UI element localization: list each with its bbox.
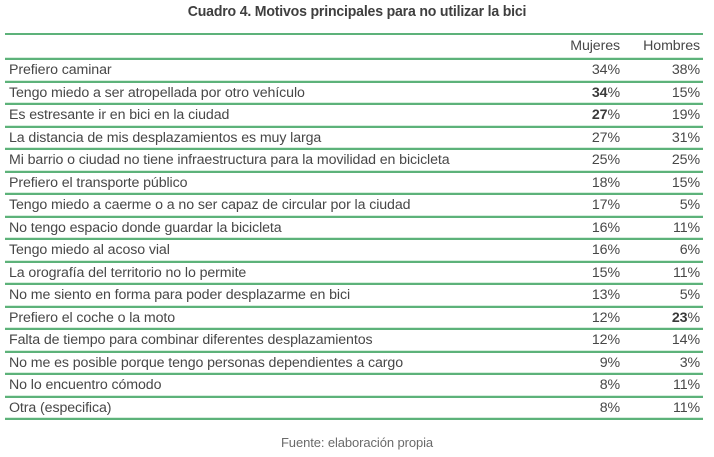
value-number: 8: [599, 377, 608, 393]
table-row: [5, 262, 703, 285]
value-number: 12: [591, 332, 608, 348]
table-row: [5, 149, 703, 172]
value-hombres: [620, 239, 703, 262]
value-mujeres: [530, 284, 620, 307]
percent-sign: %: [687, 62, 700, 78]
value-number: 38: [671, 62, 688, 78]
percent-sign: %: [687, 377, 700, 393]
source-note: Fuente: elaboración propia: [280, 435, 434, 450]
row-label: Mi barrio o ciudad no tiene infraestructura para la movilidad en bicicleta: [5, 149, 530, 172]
row-label: Prefiero el transporte público: [5, 172, 530, 195]
table-row: [5, 397, 703, 420]
value-hombres: [620, 329, 703, 352]
value-mujeres: [530, 149, 620, 172]
value-number: 5: [679, 287, 688, 303]
percent-sign: %: [687, 264, 700, 281]
value-number: 11: [672, 219, 688, 236]
value-number: 19: [671, 107, 688, 123]
value-hombres: [620, 397, 703, 420]
value-number: 15: [591, 264, 608, 281]
value-mujeres: [530, 82, 620, 105]
value-number: 25: [671, 152, 688, 168]
value-hombres: [620, 307, 703, 330]
value-mujeres: [530, 217, 620, 240]
row-label: Tengo miedo a ser atropellada por otro vehículo: [5, 82, 530, 105]
value-number: 11: [672, 264, 688, 281]
percent-sign: %: [687, 174, 700, 191]
value-number: 18: [591, 174, 608, 191]
row-label: Tengo miedo al acoso vial: [5, 239, 530, 262]
percent-sign: %: [687, 152, 700, 168]
value-hombres: [620, 59, 703, 82]
table-row: [5, 307, 703, 330]
table-row: [5, 374, 703, 397]
row-label: Prefiero caminar: [5, 59, 530, 82]
value-number: 34: [591, 84, 608, 101]
percent-sign: %: [687, 309, 700, 326]
value-number: 15: [671, 84, 688, 101]
value-hombres: [620, 149, 703, 172]
value-hombres: [620, 194, 703, 217]
header-label-cell: [5, 34, 530, 59]
table-row: [5, 352, 703, 375]
percent-sign: %: [607, 287, 620, 303]
percent-sign: %: [687, 287, 700, 303]
value-number: 15: [671, 174, 688, 191]
value-number: 11: [672, 399, 688, 416]
percent-sign: %: [607, 84, 620, 101]
value-number: 8: [599, 399, 608, 416]
value-mujeres: [530, 194, 620, 217]
row-label: Otra (especifica): [5, 397, 530, 420]
value-number: 13: [591, 287, 608, 303]
value-hombres: [620, 217, 703, 240]
row-label: Prefiero el coche o la moto: [5, 307, 530, 330]
value-number: 9: [599, 354, 608, 371]
percent-sign: %: [607, 354, 620, 371]
percent-sign: %: [687, 219, 700, 236]
value-hombres: [620, 104, 703, 127]
value-number: 16: [591, 219, 608, 236]
percent-sign: %: [607, 264, 620, 281]
reasons-table: [5, 33, 703, 420]
percent-sign: %: [687, 242, 700, 258]
table-row: [5, 284, 703, 307]
percent-sign: %: [687, 332, 700, 348]
table-row: [5, 59, 703, 82]
value-number: 27: [591, 129, 608, 146]
value-number: 34: [591, 62, 608, 78]
value-number: 5: [679, 197, 688, 213]
table-row: [5, 127, 703, 150]
row-label: No me es posible porque tengo personas dependientes a cargo: [5, 352, 530, 375]
value-hombres: [620, 172, 703, 195]
value-number: 23: [671, 309, 688, 326]
percent-sign: %: [607, 399, 620, 416]
value-number: 12: [591, 309, 608, 326]
value-mujeres: [530, 127, 620, 150]
value-hombres: [620, 127, 703, 150]
percent-sign: %: [607, 129, 620, 146]
value-mujeres: [530, 262, 620, 285]
percent-sign: %: [607, 332, 620, 348]
percent-sign: %: [687, 354, 700, 371]
percent-sign: %: [687, 107, 700, 123]
percent-sign: %: [607, 62, 620, 78]
value-hombres: [620, 374, 703, 397]
value-number: 14: [671, 332, 688, 348]
value-mujeres: [530, 172, 620, 195]
value-hombres: [620, 262, 703, 285]
value-number: 6: [679, 242, 688, 258]
table-row: [5, 239, 703, 262]
value-mujeres: [530, 374, 620, 397]
value-mujeres: [530, 397, 620, 420]
value-mujeres: [530, 352, 620, 375]
value-mujeres: [530, 329, 620, 352]
value-number: 11: [672, 377, 688, 393]
header-hombres: Hombres: [620, 34, 703, 59]
value-number: 16: [591, 242, 608, 258]
value-number: 25: [591, 152, 608, 168]
header-mujeres: Mujeres: [530, 34, 620, 59]
value-number: 31: [671, 129, 688, 146]
value-number: 17: [591, 197, 608, 213]
row-label: Tengo miedo a caerme o a no ser capaz de circular por la ciudad: [5, 194, 530, 217]
row-label: No lo encuentro cómodo: [5, 374, 530, 397]
value-hombres: [620, 352, 703, 375]
value-hombres: [620, 284, 703, 307]
table-header-row: [5, 34, 703, 59]
row-label: No tengo espacio donde guardar la bicicleta: [5, 217, 530, 240]
percent-sign: %: [607, 377, 620, 393]
row-label: Falta de tiempo para combinar diferentes desplazamientos: [5, 329, 530, 352]
percent-sign: %: [607, 219, 620, 236]
value-mujeres: [530, 307, 620, 330]
table-row: [5, 194, 703, 217]
table-row: [5, 104, 703, 127]
percent-sign: %: [687, 84, 700, 101]
percent-sign: %: [687, 129, 700, 146]
value-mujeres: [530, 239, 620, 262]
percent-sign: %: [607, 309, 620, 326]
percent-sign: %: [607, 174, 620, 191]
table-row: [5, 172, 703, 195]
row-label: La orografía del territorio no lo permite: [5, 262, 530, 285]
table-row: [5, 217, 703, 240]
table-row: [5, 82, 703, 105]
percent-sign: %: [687, 197, 700, 213]
value-number: 3: [679, 354, 688, 371]
row-label: No me siento en forma para poder desplazarme en bici: [5, 284, 530, 307]
row-label: La distancia de mis desplazamientos es muy larga: [5, 127, 530, 150]
percent-sign: %: [607, 242, 620, 258]
table-row: [5, 329, 703, 352]
percent-sign: %: [607, 152, 620, 168]
row-label: Es estresante ir en bici en la ciudad: [5, 104, 530, 127]
table-title: Cuadro 4. Motivos principales para no utilizar la bici: [187, 3, 527, 20]
value-mujeres: [530, 59, 620, 82]
percent-sign: %: [607, 107, 620, 123]
value-hombres: [620, 82, 703, 105]
value-mujeres: [530, 104, 620, 127]
value-number: 27: [591, 107, 608, 123]
percent-sign: %: [687, 399, 700, 416]
percent-sign: %: [607, 197, 620, 213]
